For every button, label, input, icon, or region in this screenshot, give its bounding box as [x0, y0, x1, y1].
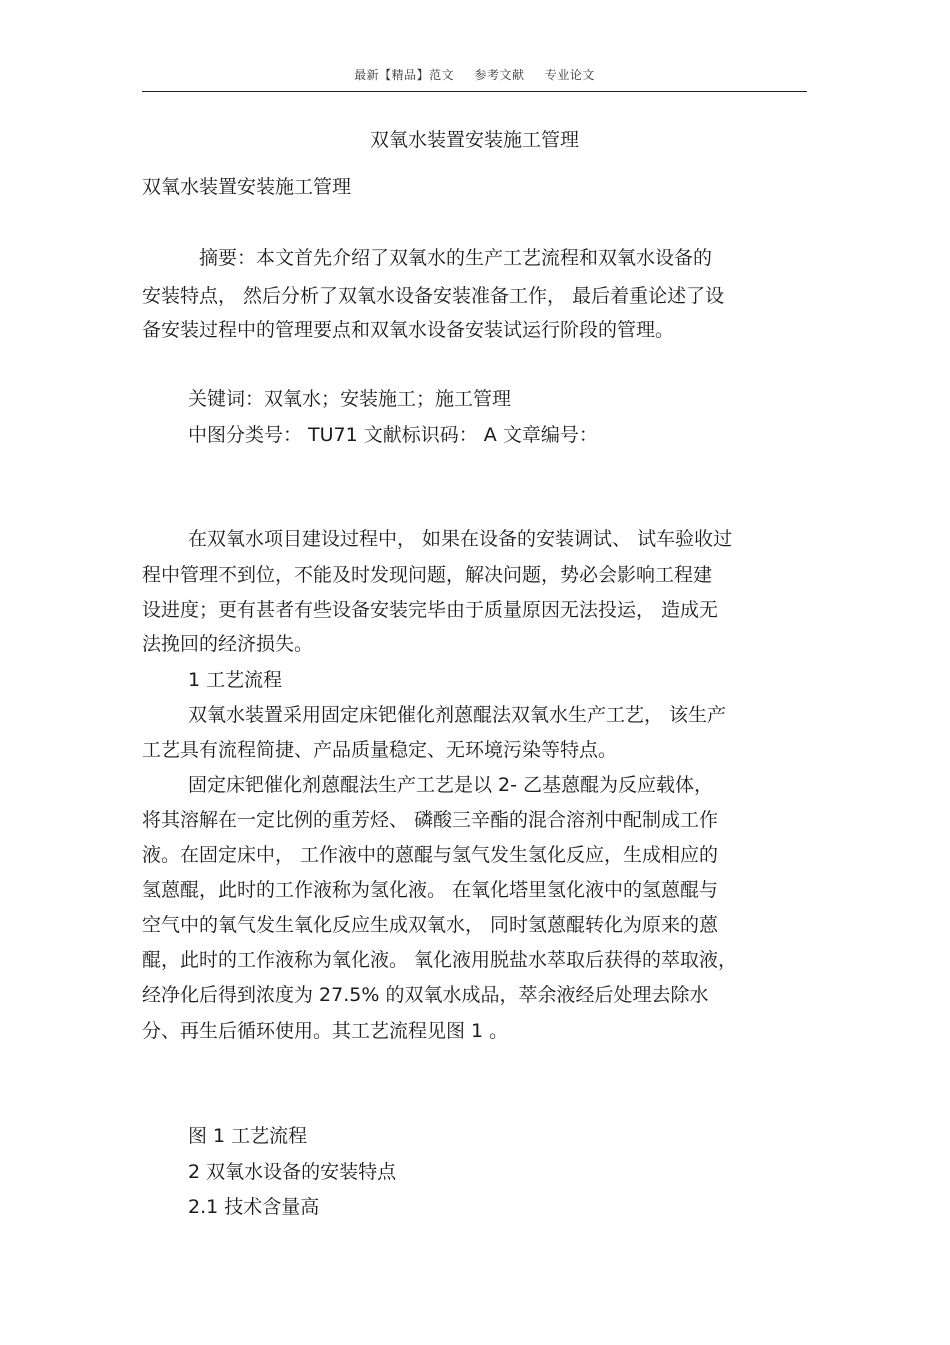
- subsection-heading-2-1: 2.1 技术含量高: [188, 1196, 320, 1218]
- paragraph-line: 分、再生后循环使用。其工艺流程见图 1 。: [142, 1020, 509, 1042]
- header-divider: [142, 91, 807, 92]
- paragraph-line: 液。在固定床中， 工作液中的蒽醌与氢气发生氢化反应，生成相应的: [142, 844, 719, 866]
- paragraph-line: 空气中的氧气发生氧化反应生成双氧水， 同时氢蒽醌转化为原来的蒽: [142, 914, 719, 936]
- paragraph-line: 程中管理不到位，不能及时发现问题，解决问题，势必会影响工程建: [142, 564, 713, 586]
- keywords: 关键词：双氧水；安装施工；施工管理: [188, 388, 512, 410]
- paragraph-line: 双氧水装置采用固定床钯催化剂蒽醌法双氧水生产工艺， 该生产: [188, 704, 727, 726]
- paragraph-line: 法挽回的经济损失。: [142, 633, 314, 655]
- paragraph-line: 固定床钯催化剂蒽醌法生产工艺是以 2- 乙基蒽醌为反应载体，: [188, 774, 714, 796]
- paragraph-line: 将其溶解在一定比例的重芳烃、 磷酸三辛酯的混合溶剂中配制成工作: [142, 809, 719, 831]
- paragraph-line: 经净化后得到浓度为 27.5% 的双氧水成品，萃余液经后处理去除水: [142, 984, 709, 1006]
- abstract-line: 备安装过程中的管理要点和双氧水设备安装试运行阶段的管理。: [142, 319, 675, 341]
- header-item-lunwen: 专业论文: [544, 68, 595, 82]
- section-heading-2: 2 双氧水设备的安装特点: [188, 1161, 397, 1183]
- header-item-cankao: 参考文献: [474, 68, 525, 82]
- abstract-line: 摘要：本文首先介绍了双氧水的生产工艺流程和双氧水设备的: [199, 247, 713, 269]
- section-heading-1: 1 工艺流程: [188, 669, 283, 691]
- paragraph-line: 工艺具有流程简捷、产品质量稳定、无环境污染等特点。: [142, 739, 618, 761]
- header-item-fanwen: 最新【精品】范文: [354, 68, 455, 82]
- paragraph-line: 设进度；更有甚者有些设备安装完毕由于质量原因无法投运， 造成无: [142, 599, 719, 621]
- page-header: [142, 66, 807, 83]
- abstract-line: 安装特点， 然后分析了双氧水设备安装准备工作， 最后着重论述了设: [142, 285, 725, 307]
- document-title: 双氧水装置安装施工管理: [369, 129, 579, 151]
- paragraph-line: 氢蒽醌，此时的工作液称为氢化液。 在氧化塔里氢化液中的氢蒽醌与: [142, 879, 719, 901]
- document-subtitle: 双氧水装置安装施工管理: [142, 176, 352, 198]
- paragraph-line: 醌，此时的工作液称为氧化液。 氧化液用脱盐水萃取后获得的萃取液，: [142, 949, 738, 971]
- classification-line: 中图分类号： TU71 文献标识码： A 文章编号：: [188, 424, 598, 446]
- paragraph-line: 在双氧水项目建设过程中， 如果在设备的安装调试、 试车验收过: [188, 528, 733, 550]
- figure-caption: 图 1 工艺流程: [188, 1125, 308, 1147]
